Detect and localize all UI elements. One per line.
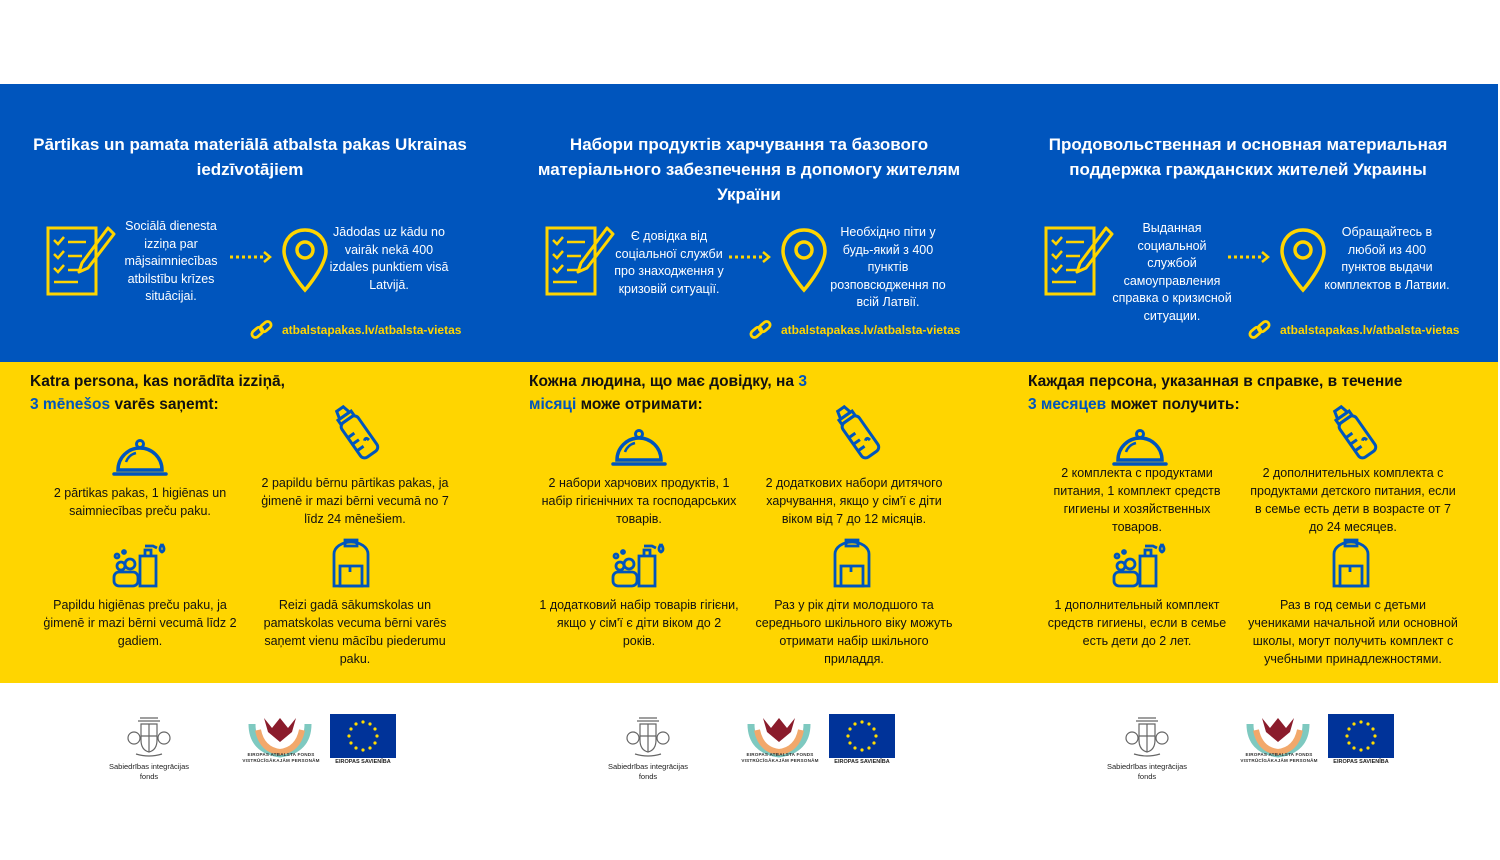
step-distribution-text: Jādodas uz kādu no vairāk nekā 400 izdales punktiem visā Latvijā. xyxy=(329,225,449,292)
step-certificate-text: Выданная социальной службой самоуправления справка о кризисной ситуации. xyxy=(1112,221,1232,323)
document-checklist-icon xyxy=(46,224,116,298)
hygiene-products-icon xyxy=(112,538,170,588)
footer-sif-text: Sabiedrības integrācijas fonds xyxy=(1106,762,1188,781)
link-text: atbalstapakas.lv/atbalsta-vietas xyxy=(1280,323,1460,337)
column-russian xyxy=(998,84,1498,784)
hygiene-products-icon xyxy=(611,538,669,588)
footer-eu-text: EIROPAS SAVIENĪBA xyxy=(1333,759,1389,765)
column-title: Продовольственная и основная материальная поддержка гражданских жителей Украины xyxy=(1048,135,1448,179)
intro-text: Каждая персона, указанная в справке, в течение 3 месяцев может получить: xyxy=(1028,373,1403,413)
school-backpack-icon xyxy=(328,536,374,590)
link-text: atbalstapakas.lv/atbalsta-vietas xyxy=(781,323,961,337)
footer-fund-text: EIROPAS ATBALSTA FONDS VISTRŪCĪGĀKAJĀM PERSONĀM xyxy=(242,752,320,763)
benefit-food-packages: 2 набори харчових продуктів, 1 набір гігієнічних та господарських товарів. xyxy=(541,476,737,526)
location-pin-icon xyxy=(779,226,829,296)
link-chain-icon xyxy=(1248,319,1272,341)
benefit-baby-food: 2 дополнительных комплекта с продуктами детского питания, если в семье есть дети в возрасте от 7 до 24 месяцев. xyxy=(1250,466,1456,534)
benefit-baby-food: 2 додаткових набори дитячого харчування, якщо у сім'ї є діти віком від 7 до 12 місяців. xyxy=(765,476,943,526)
step-certificate-text: Є довідка від соціальної служби про знаходження у кризовій ситуації. xyxy=(614,229,724,296)
footer-eu-text: EIROPAS SAVIENĪBA xyxy=(834,759,890,765)
footer-fund-text: EIROPAS ATBALSTA FONDS VISTRŪCĪGĀKAJĀM PERSONĀM xyxy=(1240,752,1318,763)
link-chain-icon xyxy=(250,319,274,341)
benefit-hygiene: Papildu higiēnas preču paku, ja ģimenē ir mazi bērni vecumā līdz 2 gadiem. xyxy=(43,598,237,648)
location-pin-icon xyxy=(280,226,330,296)
dotted-arrow-icon xyxy=(1226,250,1272,264)
food-cloche-icon xyxy=(611,428,667,468)
column-title: Pārtikas un pamata materiālā atbalsta pakas Ukrainas iedzīvotājiem xyxy=(33,135,467,179)
column-title: Набори продуктів харчування та базового матеріального забезпечення в допомогу жителям України xyxy=(537,135,961,204)
column-ukrainian xyxy=(499,84,999,784)
step-distribution-text: Необхідно піти у будь-який з 400 пунктів розповсюдження по всій Латвії. xyxy=(830,225,946,309)
baby-bottle-icon xyxy=(1322,400,1386,464)
school-backpack-icon xyxy=(1328,536,1374,590)
footer-fund-text: EIROPAS ATBALSTA FONDS VISTRŪCĪGĀKAJĀM PERSONĀM xyxy=(741,752,819,763)
website-link[interactable] xyxy=(749,318,960,342)
link-text: atbalstapakas.lv/atbalsta-vietas xyxy=(282,323,462,337)
food-cloche-icon xyxy=(112,438,168,478)
location-pin-icon xyxy=(1278,226,1328,296)
website-link[interactable] xyxy=(250,318,461,342)
latvia-coat-of-arms-logo xyxy=(625,712,671,758)
footer-eu-text: EIROPAS SAVIENĪBA xyxy=(335,759,391,765)
document-checklist-icon xyxy=(545,224,615,298)
column-latvian xyxy=(0,84,500,784)
link-chain-icon xyxy=(749,319,773,341)
benefit-food-packages: 2 pārtikas pakas, 1 higiēnas un saimniecības preču paku. xyxy=(53,486,227,518)
step-certificate-text: Sociālā dienesta izziņa par mājsaimniecības atbilstību krīzes situācijai. xyxy=(124,219,218,303)
school-backpack-icon xyxy=(829,536,875,590)
benefit-hygiene: 1 дополнительный комплект средств гигиены, если в семье есть дети до 2 лет. xyxy=(1047,598,1227,648)
step-distribution-text: Обращайтесь в любой из 400 пунктов выдачи комплектов в Латвии. xyxy=(1324,225,1450,292)
food-cloche-icon xyxy=(1112,428,1168,468)
benefit-school-supplies: Раз у рік діти молодшого та середнього шкільного віку можуть отримати набір шкільного приладдя. xyxy=(755,598,953,666)
eu-flag-logo xyxy=(1328,714,1394,758)
benefit-school-supplies: Reizi gadā sākumskolas un pamatskolas vecuma bērni varēs saņemt vienu mācību piederumu paku. xyxy=(263,598,447,666)
intro-text: Кожна людина, що має довідку, на 3 місяці може отримати: xyxy=(529,373,807,413)
website-link[interactable] xyxy=(1248,318,1459,342)
latvia-coat-of-arms-logo xyxy=(1124,712,1170,758)
benefit-hygiene: 1 додатковий набір товарів гігієни, якщо у сім'ї є діти віком до 2 років. xyxy=(539,598,739,648)
eu-flag-logo xyxy=(330,714,396,758)
benefit-school-supplies: Раз в год семьи с детьми учениками начальной или основной школы, могут получить комплект с учебными принадлежностями. xyxy=(1248,598,1458,666)
dotted-arrow-icon xyxy=(228,250,274,264)
intro-text: Katra persona, kas norādīta izziņā, 3 mēnešos varēs saņemt: xyxy=(30,373,285,413)
footer-sif-text: Sabiedrības integrācijas fonds xyxy=(607,762,689,781)
footer-sif-text: Sabiedrības integrācijas fonds xyxy=(108,762,190,781)
baby-bottle-icon xyxy=(825,400,889,464)
dotted-arrow-icon xyxy=(727,250,773,264)
benefit-baby-food: 2 papildu bērnu pārtikas pakas, ja ģimenē ir mazi bērni vecumā no 7 līdz 24 mēnešiem. xyxy=(261,476,449,526)
hygiene-products-icon xyxy=(1112,538,1170,588)
document-checklist-icon xyxy=(1044,224,1114,298)
benefit-food-packages: 2 комплекта с продуктами питания, 1 комплект средств гигиены и хозяйственных товаров. xyxy=(1053,466,1221,534)
latvia-coat-of-arms-logo xyxy=(126,712,172,758)
baby-bottle-icon xyxy=(324,400,388,464)
eu-flag-logo xyxy=(829,714,895,758)
